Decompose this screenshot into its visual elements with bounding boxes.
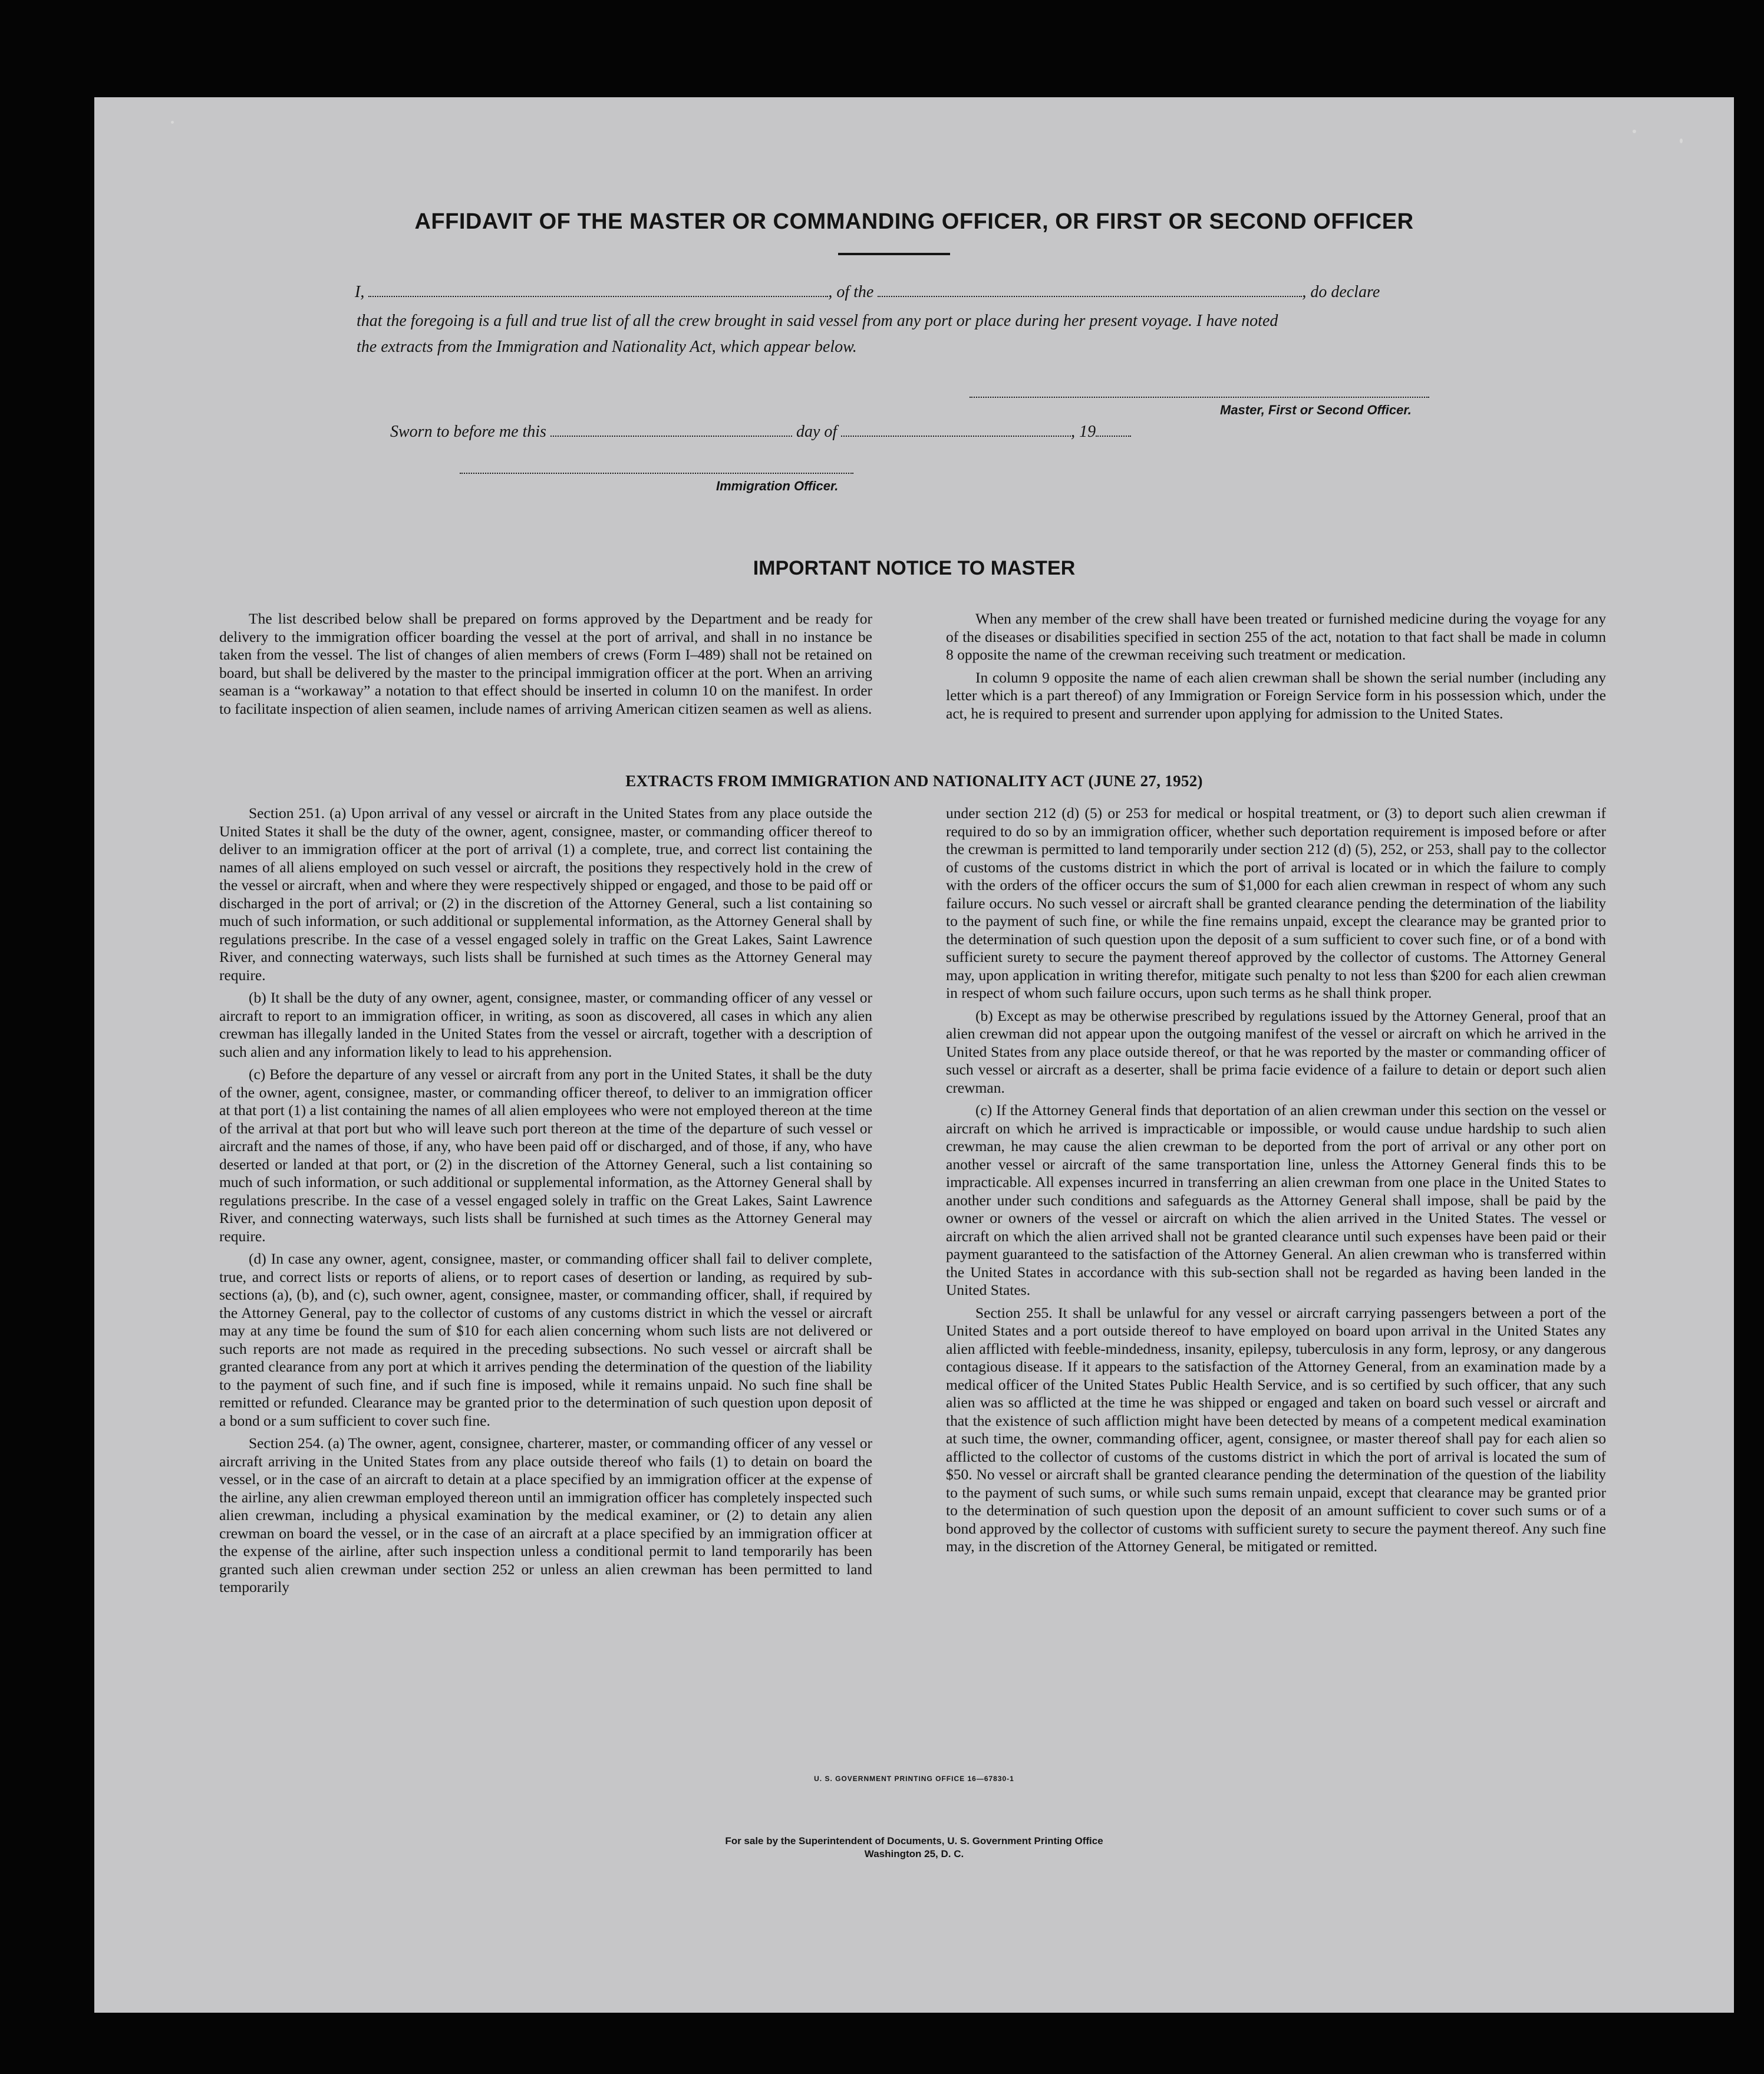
- sworn-start: Sworn to before me this: [390, 423, 546, 441]
- sale-line-2: Washington 25, D. C.: [864, 1848, 964, 1859]
- section-254-b: (b) Except as may be otherwise prescribed by regulations issued by the Attorney General, proof that an alien crewman did not appear upon the outgoing manifest of the vessel or aircraft on which he arrived in the United States from any place outside thereof, or that he was reported by the master or commanding officer of such vessel or aircraft as a deserter, shall be prima facie evidence of a failure to detain or deport such alien crewman.: [946, 1007, 1606, 1096]
- section-254-a: Section 254. (a) The owner, agent, consignee, charterer, master, or commanding officer of any vessel or aircraft arriving in the United States from any place outside thereof who fails (1) to detain on board the vessel, or in the case of an aircraft to detain at a place specified by an immigration officer at the expense of the airline, any alien crewman employed thereon until an immigration officer has completely inspected such alien crewman, including a physical examination by the medical examiner, or (2) to detain any alien crewman on board the vessel, or in the case of an aircraft at a place specified by an immigration officer at the expense of the airline, after such inspection unless a conditional permit to land temporarily has been granted such alien crewman under section 252 or unless an alien crewman has been permitted to land temporarily: [219, 1435, 872, 1595]
- title-rule: [838, 253, 950, 255]
- sworn-day-blank[interactable]: [550, 423, 792, 437]
- dust-speck: [1633, 130, 1636, 133]
- sale-notice: [94, 1835, 1734, 1861]
- section-255: Section 255. It shall be unlawful for any vessel or aircraft carrying passengers between a port of the United States and a port outside thereof to have employed on board upon arrival in the United States any alien afflicted with feeble-mindedness, insanity, epilepsy, tuberculosis in any form, leprosy, or any dangerous contagious disease. If it appears to the satisfaction of the Attorney General, from an examination made by a medical officer of the United States Public Health Service, and is so certified by such officer, that any such alien was so afflicted at the time he was shipped or engaged and taken on board such vessel or aircraft and that the existence of such affliction might have been detected by means of a competent medical examination at such time, the owner, commanding officer, agent, consignee, or master thereof shall pay for each alien so afflicted to the collector of customs of the customs district in which the port of arrival is located the sum of $50. No vessel or aircraft shall be granted clearance pending the determination of the question of the liability to the payment of such sums, or while such sums remain unpaid, except that clearance may be granted prior to the determination of such question upon the deposit of an amount sufficient to cover such sums or of a bond approved by the collector of customs with sufficient surety to secure the payment thereof. Any such fine may, in the discretion of the Attorney General, be mitigated or remitted.: [946, 1304, 1606, 1555]
- declaration-start: I,: [355, 283, 365, 301]
- sworn-year-label: , 19: [1071, 423, 1096, 441]
- affidavit-title: AFFIDAVIT OF THE MASTER OR COMMANDING OFFICER, OR FIRST OR SECOND OFFICER: [414, 209, 1414, 234]
- declaration-line-3: the extracts from the Immigration and Nationality Act, which appear below.: [357, 338, 857, 356]
- sworn-line: [390, 423, 1131, 441]
- sworn-year-blank[interactable]: [1096, 423, 1131, 437]
- section-251-b: (b) It shall be the duty of any owner, agent, consignee, master, or commanding officer of any vessel or aircraft to report to an immigration officer, in writing, as soon as discovered, all cases in which any alien crewman has illegally landed in the United States from the vessel or aircraft, together with a description of such alien and any information likely to lead to his apprehension.: [219, 989, 872, 1060]
- extracts-left-column: [219, 804, 872, 1601]
- section-254-a-continued: under section 212 (d) (5) or 253 for medical or hospital treatment, or (3) to deport such alien crewman if required to do so by an immigration officer, whether such deportation requirement is imposed before or after the crewman is permitted to land temporarily under section 212 (d) (5), 252, or 253, shall pay to the collector of customs of the customs district in which the port of arrival is located or in which the failure to comply with the orders of the officer occurs the sum of $1,000 for each alien crewman in respect of whom any such failure occurs. No such vessel or aircraft shall be granted clearance pending the determination of the liability to the payment of such fine, or while the fine remains unpaid, except the clearance may be granted prior to the determination of such question upon the deposit of a sum sufficient to cover such fine, or of a bond with sufficient surety to secure the payment thereof approved by the collector of customs. The Attorney General may, upon application in writing therefor, mitigate such penalty to not less than $200 for each alien crewman in respect of whom such failure occurs, upon such terms as he shall think proper.: [946, 804, 1606, 1001]
- sworn-mid: day of: [796, 423, 838, 441]
- extracts-title: EXTRACTS FROM IMMIGRATION AND NATIONALITY ACT (JUNE 27, 1952): [625, 772, 1203, 790]
- section-251-d: (d) In case any owner, agent, consignee, master, or commanding officer shall fail to deliver complete, true, and correct lists or reports of aliens, or to report cases of desertion or landing, as required by sub-sections (a), (b), and (c), such owner, agent, consignee, master, or commanding officer, shall, if required by the Attorney General, pay to the collector of customs of any customs district in which the vessel or aircraft may at any time be found the sum of $10 for each alien concerning whom such lists are not delivered or such reports are not made as required in the preceding subsections. No such vessel or aircraft shall be granted clearance from any port at which it arrives pending the determination of the question of the liability to the payment of such fine, and if such fine is imposed, while it remains unpaid. No such fine shall be remitted or refunded. Clearance may be granted prior to the determination of such question upon deposit of a bond or a sum sufficient to cover such fine.: [219, 1250, 872, 1429]
- sworn-month-blank[interactable]: [841, 423, 1071, 437]
- section-251-a: Section 251. (a) Upon arrival of any vessel or aircraft in the United States from any place outside the United States it shall be the duty of the owner, agent, consignee, master, or commanding officer thereof to deliver to an immigration officer at the port of arrival (1) a complete, true, and correct list containing the names of all aliens employed on such vessel or aircraft, the positions they respectively hold in the crew of the vessel or aircraft, when and where they were respectively shipped or engaged, and those to be paid off or discharged in the port of arrival; or (2) in the discretion of the Attorney General, such a list containing so much of such information, or such additional or supplemental information, as the Attorney General shall by regulations prescribe. In the case of a vessel engaged solely in traffic on the Great Lakes, Saint Lawrence River, and connecting waterways, such lists shall be furnished at such times as the Attorney General may require.: [219, 804, 872, 984]
- extracts-right-column: [946, 804, 1606, 1561]
- sale-line-1: For sale by the Superintendent of Documents, U. S. Government Printing Office: [725, 1835, 1103, 1847]
- declaration-line-2: that the foregoing is a full and true list of all the crew brought in said vessel from any port or place during her present voyage. I have noted: [357, 312, 1278, 330]
- dust-speck: [1680, 139, 1683, 143]
- notice-right-column: [946, 610, 1606, 727]
- name-blank[interactable]: [368, 283, 828, 297]
- declaration-mid: , of the: [828, 283, 874, 301]
- notice-title: IMPORTANT NOTICE TO MASTER: [753, 557, 1076, 579]
- notice-left-paragraph: The list described below shall be prepared on forms approved by the Department and be ready for delivery to the immigration officer boarding the vessel at the port of arrival, and shall in no instance be taken from the vessel. The list of changes of alien members of crews (Form I–489) shall not be retained on board, but shall be delivered by the master to the principal immigration officer at the port. When an arriving seaman is a “workaway” a notation to that effect should be inserted in column 10 on the manifest. In order to facilitate inspection of alien seamen, include names of arriving American citizen seamen as well as aliens.: [219, 610, 872, 717]
- section-254-c: (c) If the Attorney General finds that deportation of an alien crewman under this section on the vessel or aircraft on which he arrived is impracticable or impossible, or would cause undue hardship to such alien crewman, he may cause the alien crewman to be deported from the port of arrival or any other port on another vessel or aircraft of the same transportation line, unless the Attorney General finds this to be impracticable. All expenses incurred in transferring an alien crewman from one place in the United States to another under such conditions and safeguards as the Attorney General shall impose, shall be paid by the owner or owners of the vessel or aircraft on which the alien arrived in the United States. The vessel or aircraft on which the alien arrived shall not be granted clearance until such expenses have been paid or their payment guaranteed to the satisfaction of the Attorney General. An alien crewman who is transferred within the United States in accordance with this sub-section shall not be regarded as having been landed in the United States.: [946, 1102, 1606, 1298]
- master-signature-label: Master, First or Second Officer.: [1220, 403, 1412, 417]
- notice-left-column: [219, 610, 872, 723]
- declaration-line-1: [355, 283, 1380, 302]
- notice-right-paragraph-1: When any member of the crew shall have been treated or furnished medicine during the voyage for any of the diseases or disabilities specified in section 255 of the act, notation to that fact shall be made in column 8 opposite the name of the crewman receiving such treatment or medication.: [946, 610, 1606, 663]
- vessel-blank[interactable]: [878, 283, 1302, 297]
- dust-speck: [171, 121, 174, 124]
- master-signature-line[interactable]: [970, 397, 1429, 398]
- officer-signature-label: Immigration Officer.: [716, 479, 839, 493]
- officer-signature-line[interactable]: [460, 473, 853, 474]
- gpo-imprint: U. S. GOVERNMENT PRINTING OFFICE 16—67830-1: [814, 1775, 1014, 1783]
- declaration-end: , do declare: [1302, 283, 1380, 301]
- section-251-c: (c) Before the departure of any vessel or aircraft from any port in the United States, it shall be the duty of the owner, agent, consignee, master, or commanding officer thereof, to deliver to an immigration officer at that port (1) a list containing the names of all alien employees who were not employed thereon at the time of the arrival at that port but who will leave such port thereon at the time of the departure of such vessel or aircraft and the names of those, if any, who have been paid off or discharged, and of those, if any, who have deserted or landed at that port, or (2) in the discretion of the Attorney General, such a list containing so much of such information, or such additional or supplemental information, as the Attorney General shall by regulations prescribe. In the case of a vessel engaged solely in traffic on the Great Lakes, Saint Lawrence River, and connecting waterways, such lists shall be furnished at such times as the Attorney General may require.: [219, 1066, 872, 1245]
- form-page: [94, 97, 1734, 2013]
- notice-right-paragraph-2: In column 9 opposite the name of each alien crewman shall be shown the serial number (including any letter which is a part thereof) of any Immigration or Foreign Service form in his possession which, under the act, he is required to present and surrender upon applying for admission to the United States.: [946, 668, 1606, 722]
